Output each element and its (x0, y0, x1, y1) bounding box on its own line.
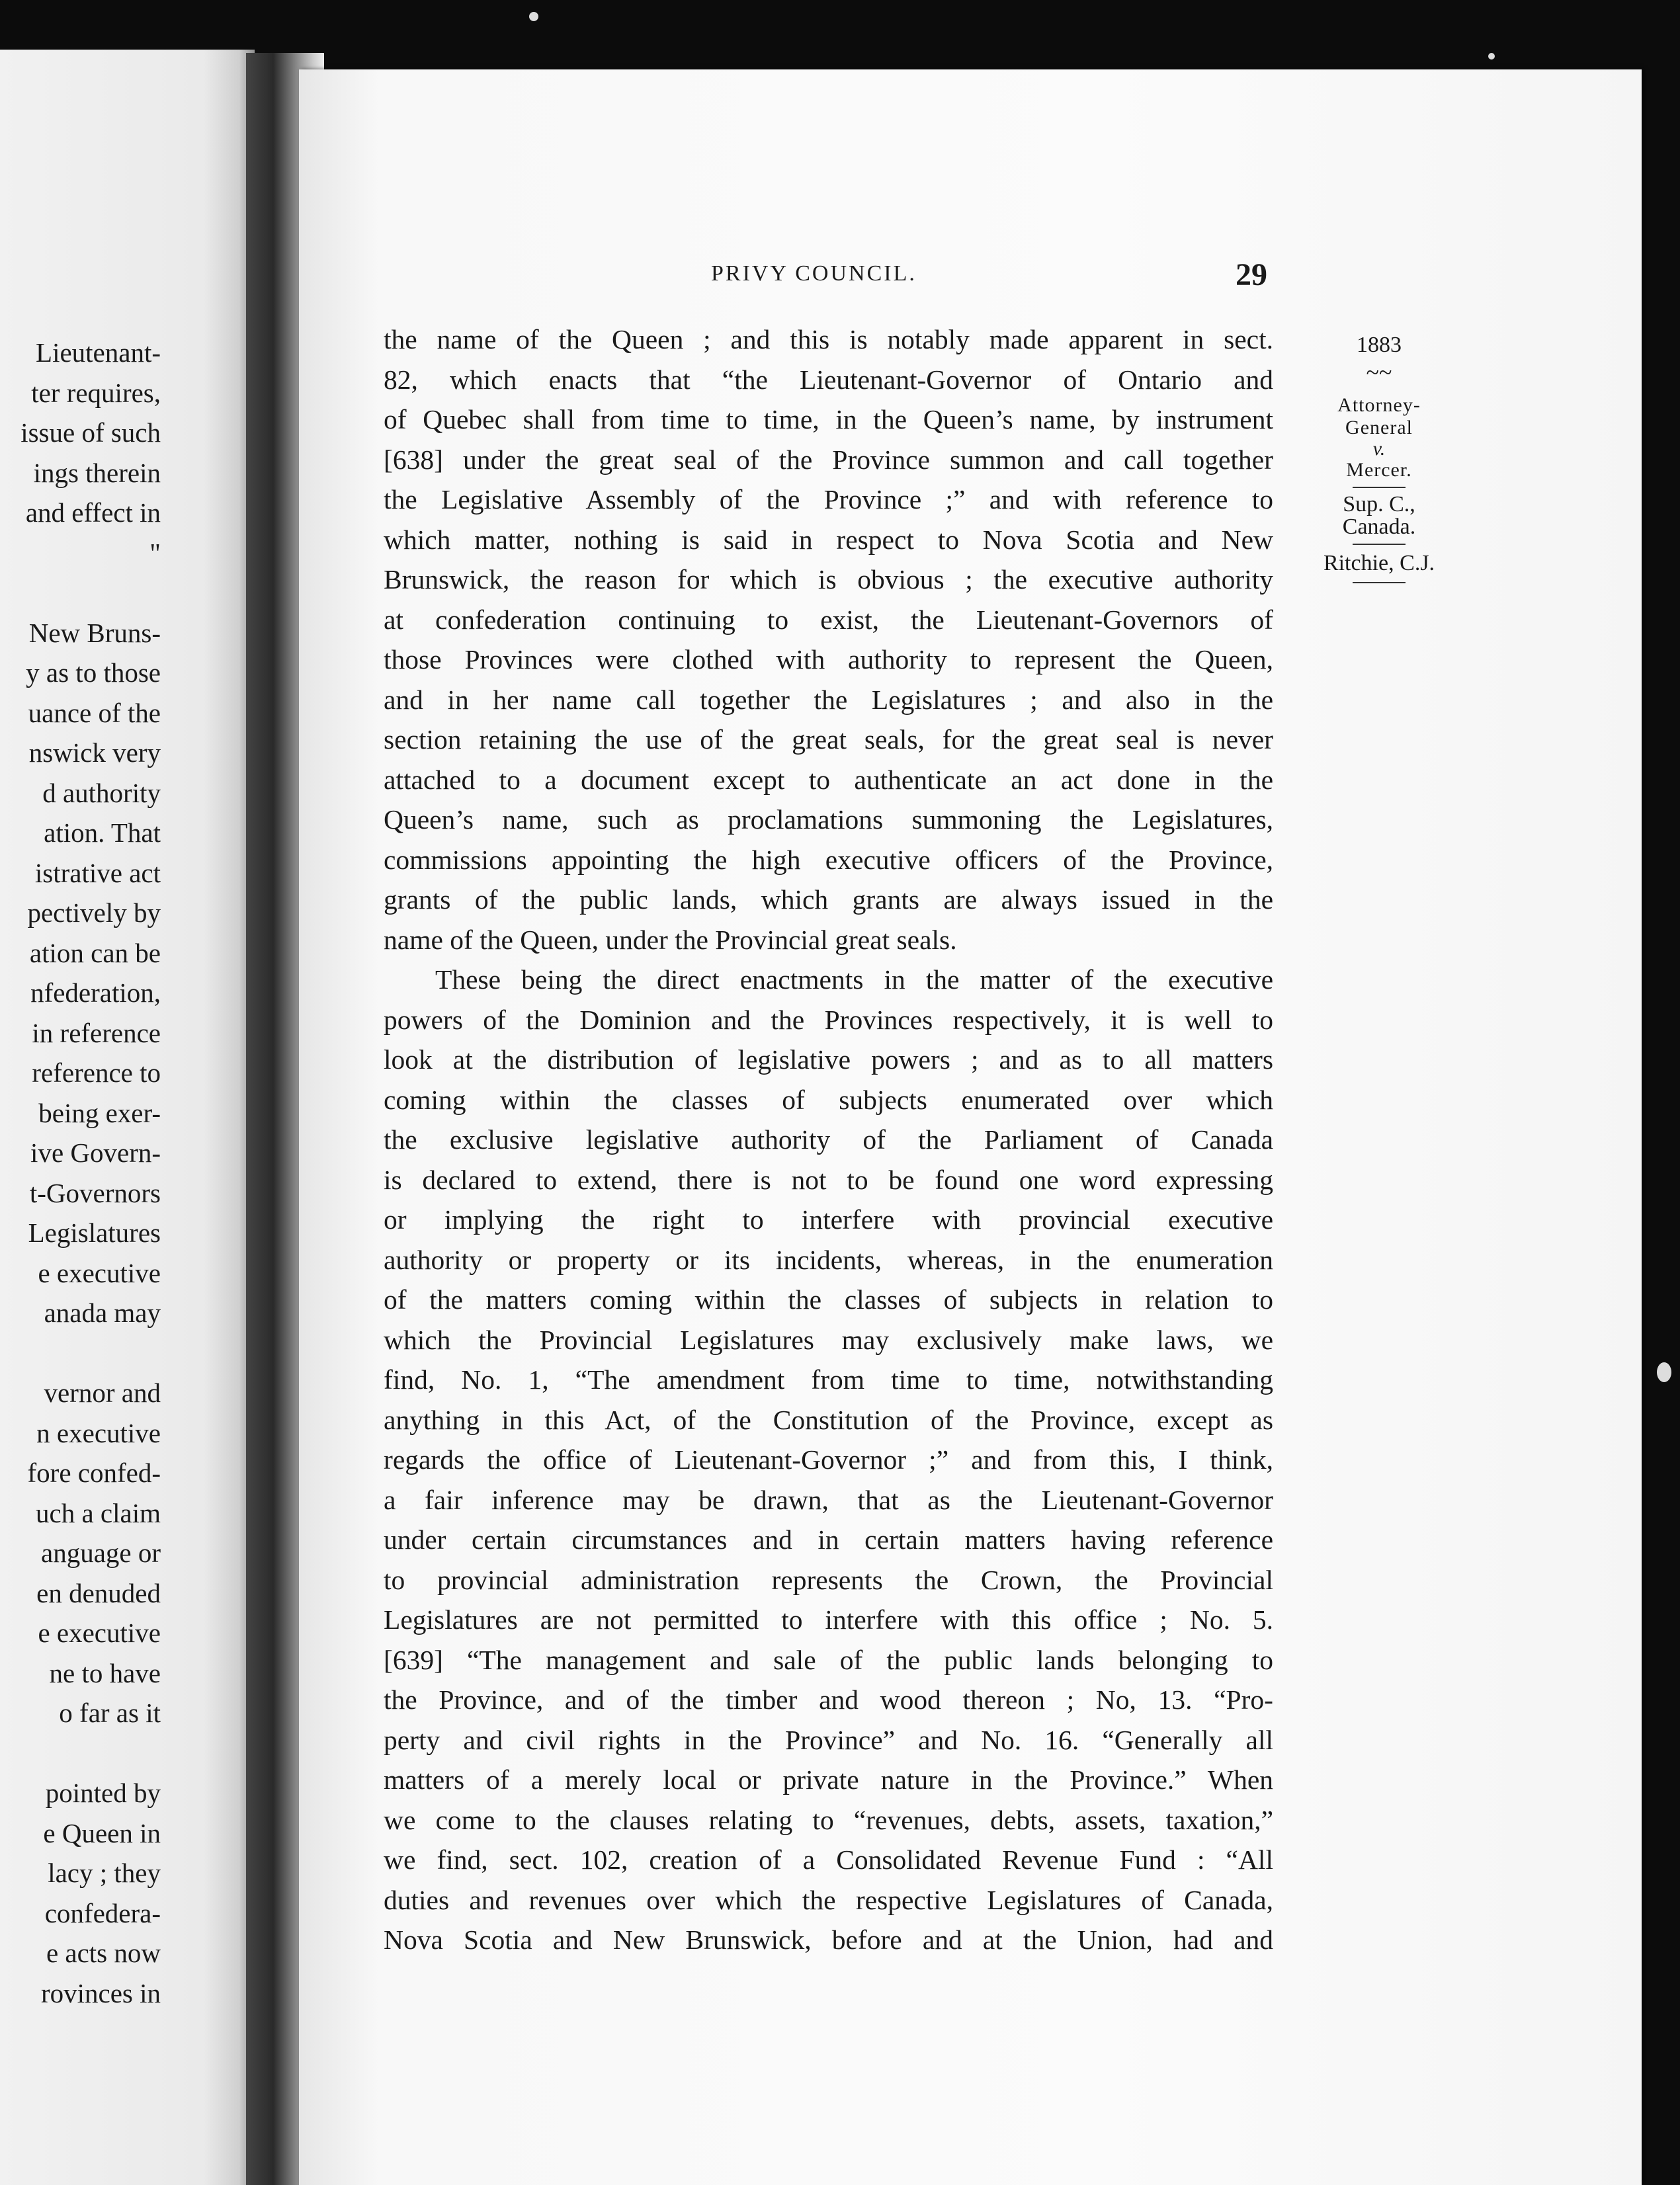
body-line: Legislatures are not permitted to interfere with this office ; No. 5. (384, 1604, 1273, 1635)
left-page-line: confedera- (44, 1897, 161, 1928)
margin-rule (1353, 487, 1406, 488)
margin-notes (1290, 331, 1468, 589)
margin-tilde: ~~ (1366, 359, 1392, 386)
body-line: we come to the clauses relating to “revenues, debts, assets, taxation,” (384, 1804, 1273, 1835)
left-page-line: ation. That (44, 817, 161, 848)
left-page-line: rovinces in (40, 1977, 161, 2008)
body-line: section retaining the use of the great seals, for the great seal is never (384, 724, 1273, 755)
page-number: 29 (1236, 257, 1267, 292)
left-page-line: New Bruns- (28, 617, 161, 648)
body-line: commissions appointing the high executive officers of the Province, (384, 844, 1273, 875)
body-line: a fair inference may be drawn, that as the Lieutenant-Governor (384, 1484, 1273, 1515)
body-line: name of the Queen, under the Provincial great seals. (384, 924, 957, 955)
left-facing-page (0, 50, 255, 2185)
margin-case-line-2: General (1345, 417, 1413, 438)
dust-speck (1657, 1362, 1671, 1382)
left-page-line (21, 1333, 161, 1374)
left-page-line: e Queen in (43, 1817, 161, 1848)
body-line: the Legislative Assembly of the Province ;” and with reference to (384, 484, 1273, 515)
left-page-line: n executive (36, 1417, 161, 1448)
body-line: regards the office of Lieutenant-Governor ;” and from this, I think, (384, 1444, 1273, 1475)
body-line: attached to a document except to authenticate an act done in the (384, 764, 1273, 795)
left-page-line: in reference (32, 1017, 161, 1048)
margin-case-line-1: Attorney- (1337, 394, 1421, 416)
left-page-line: lacy ; they (48, 1858, 161, 1888)
running-head: PRIVY COUNCIL. (711, 261, 917, 286)
body-line: [638] under the great seal of the Province summon and call together (384, 444, 1273, 475)
body-line: which the Provincial Legislatures may exclusively make laws, we (384, 1324, 1273, 1355)
body-text (384, 319, 1273, 1960)
body-line: matters of a merely local or private nature in the Province.” When (384, 1764, 1273, 1795)
dust-speck (1488, 53, 1495, 60)
body-line: the exclusive legislative authority of the Parliament of Canada (384, 1124, 1273, 1155)
body-line: the name of the Queen ; and this is notably made apparent in sect. (384, 324, 1273, 354)
body-line: at confederation continuing to exist, the Lieutenant-Governors of (384, 604, 1273, 635)
margin-case-line-3: Mercer. (1346, 459, 1412, 481)
margin-rule (1353, 582, 1406, 583)
left-page-line: nswick very (28, 737, 161, 768)
left-page-line: o far as it (59, 1698, 161, 1728)
left-page-line: e acts now (46, 1938, 161, 1968)
left-page-line: vernor and (44, 1378, 161, 1408)
dust-speck (529, 12, 538, 21)
left-page-line: fore confed- (27, 1458, 161, 1488)
left-page-line: " (149, 537, 161, 568)
margin-judge: Ritchie, C.J. (1323, 551, 1435, 575)
left-page-line: t-Governors (29, 1177, 161, 1208)
left-page-text (21, 333, 161, 2013)
body-line: 82, which enacts that “the Lieutenant-Governor of Ontario and (384, 364, 1273, 395)
body-line: the Province, and of the timber and wood thereon ; No, 13. “Pro- (384, 1684, 1273, 1715)
left-page-line: e executive (38, 1257, 161, 1288)
body-line: powers of the Dominion and the Provinces respectively, it is well to (384, 1004, 1273, 1035)
left-page-line: ne to have (49, 1657, 161, 1688)
left-page-line: uch a claim (36, 1497, 161, 1528)
margin-court-line-2: Canada. (1342, 515, 1416, 539)
margin-court-line-1: Sup. C., (1343, 492, 1415, 516)
body-line: anything in this Act, of the Constitution of the Province, except as (384, 1404, 1273, 1435)
left-page-line: reference to (32, 1057, 161, 1088)
body-line: grants of the public lands, which grants are always issued in the (384, 884, 1273, 915)
margin-year: 1883 (1357, 333, 1402, 357)
left-page-line: ation can be (29, 937, 161, 968)
left-page-line: anguage or (41, 1538, 161, 1568)
left-page-line: ings therein (33, 457, 161, 488)
body-line: under certain circumstances and in certain matters having reference (384, 1524, 1273, 1555)
left-page-line: Legislatures (28, 1217, 161, 1248)
body-line: of the matters coming within the classes of subjects in relation to (384, 1284, 1273, 1315)
body-line: to provincial administration represents the Crown, the Provincial (384, 1564, 1273, 1595)
left-page-line: y as to those (26, 657, 161, 688)
left-page-line: e executive (38, 1618, 161, 1648)
body-line: we find, sect. 102, creation of a Consolidated Revenue Fund : “All (384, 1844, 1273, 1875)
left-page-line: nfederation, (30, 977, 161, 1008)
body-line: and in her name call together the Legislatures ; and also in the (384, 684, 1273, 715)
left-page-line (21, 573, 161, 613)
body-line: or implying the right to interfere with provincial executive (384, 1204, 1273, 1235)
left-page-line: ive Govern- (30, 1137, 161, 1168)
left-page-line: en denuded (36, 1577, 161, 1608)
body-line: Brunswick, the reason for which is obvious ; the executive authority (384, 564, 1273, 595)
body-line: look at the distribution of legislative powers ; and as to all matters (384, 1044, 1273, 1075)
body-line: These being the direct enactments in the matter of the executive (435, 964, 1273, 995)
margin-rule (1353, 544, 1406, 545)
left-page-line: pointed by (45, 1778, 161, 1808)
body-line: of Quebec shall from time to time, in the Queen’s name, by instrument (384, 404, 1273, 434)
left-page-line: ter requires, (31, 377, 161, 408)
left-page-line (21, 1733, 161, 1774)
left-page-line: istrative act (34, 857, 161, 888)
left-page-line: Lieutenant- (36, 337, 161, 368)
left-page-line: issue of such (21, 417, 161, 448)
left-page-line: pectively by (27, 897, 161, 928)
body-line: Queen’s name, such as proclamations summoning the Legislatures, (384, 804, 1273, 835)
body-line: coming within the classes of subjects enumerated over which (384, 1084, 1273, 1115)
left-page-line: and effect in (25, 497, 161, 528)
body-line: is declared to extend, there is not to be found one word expressing (384, 1164, 1273, 1195)
body-line: authority or property or its incidents, whereas, in the enumeration (384, 1244, 1273, 1275)
body-line: [639] “The management and sale of the public lands belonging to (384, 1644, 1273, 1675)
left-page-line: uance of the (28, 697, 161, 728)
body-line: which matter, nothing is said in respect to Nova Scotia and New (384, 524, 1273, 555)
body-line: those Provinces were clothed with authority to represent the Queen, (384, 644, 1273, 675)
body-line: duties and revenues over which the respective Legislatures of Canada, (384, 1884, 1273, 1915)
left-page-line: d authority (42, 777, 161, 808)
left-page-line: being exer- (38, 1097, 161, 1128)
body-line: find, No. 1, “The amendment from time to time, notwithstanding (384, 1364, 1273, 1395)
body-line: perty and civil rights in the Province” and No. 16. “Generally all (384, 1724, 1273, 1755)
body-line: Nova Scotia and New Brunswick, before and at the Union, had and (384, 1924, 1273, 1955)
margin-case-versus: v. (1372, 438, 1386, 460)
left-page-line: anada may (44, 1298, 161, 1328)
